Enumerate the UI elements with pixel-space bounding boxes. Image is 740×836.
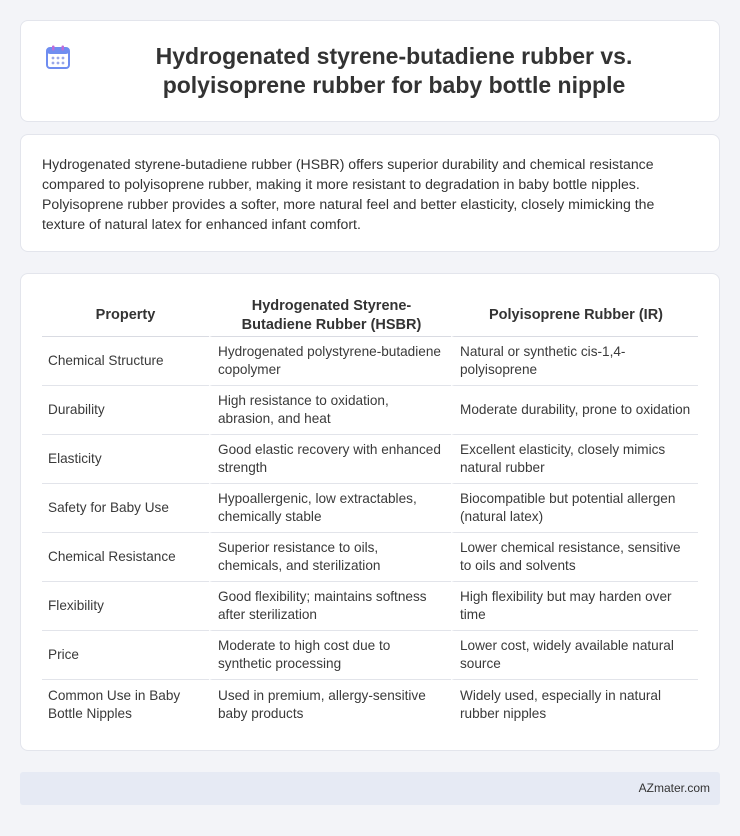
title-row bbox=[21, 21, 719, 121]
hsbr-cell: High resistance to oxidation, abrasion, and heat bbox=[209, 386, 451, 435]
hsbr-cell: Used in premium, allergy-sensitive baby products bbox=[209, 680, 451, 729]
property-cell: Chemical Resistance bbox=[42, 533, 209, 582]
property-cell: Elasticity bbox=[42, 435, 209, 484]
hsbr-cell: Good flexibility; maintains softness after sterilization bbox=[209, 582, 451, 631]
comparison-card bbox=[20, 273, 720, 751]
summary-card bbox=[20, 134, 720, 252]
ir-cell: Widely used, especially in natural rubber nipples bbox=[451, 680, 698, 729]
comparison-table bbox=[42, 295, 698, 729]
hsbr-cell: Superior resistance to oils, chemicals, and sterilization bbox=[209, 533, 451, 582]
hsbr-cell: Good elastic recovery with enhanced strength bbox=[209, 435, 451, 484]
header-ir: Polyisoprene Rubber (IR) bbox=[451, 295, 698, 337]
table-row bbox=[42, 582, 698, 631]
ir-cell: Lower chemical resistance, sensitive to oils and solvents bbox=[451, 533, 698, 582]
property-cell: Chemical Structure bbox=[42, 337, 209, 386]
hsbr-cell: Hydrogenated polystyrene-butadiene copolymer bbox=[209, 337, 451, 386]
table-row bbox=[42, 484, 698, 533]
property-cell: Price bbox=[42, 631, 209, 680]
property-cell: Flexibility bbox=[42, 582, 209, 631]
title-card bbox=[20, 20, 720, 122]
table-row bbox=[42, 435, 698, 484]
header-hsbr: Hydrogenated Styrene-Butadiene Rubber (HSBR) bbox=[209, 295, 451, 337]
summary-text: Hydrogenated styrene-butadiene rubber (HSBR) offers superior durability and chemical resistance compared to polyisoprene rubber, making it more resistant to degradation in baby bottle nipples. Polyisoprene rubber provides a softer, more natural feel and better elasticity, closely mimicking the texture of natural latex for enhanced infant comfort. bbox=[42, 156, 655, 232]
table-header-row bbox=[42, 295, 698, 337]
ir-cell: Natural or synthetic cis-1,4-polyisoprene bbox=[451, 337, 698, 386]
table-row bbox=[42, 337, 698, 386]
property-cell: Durability bbox=[42, 386, 209, 435]
calendar-icon bbox=[45, 44, 71, 70]
ir-cell: Lower cost, widely available natural source bbox=[451, 631, 698, 680]
table-row bbox=[42, 386, 698, 435]
footer-brand[interactable]: AZmater.com bbox=[638, 781, 710, 795]
ir-cell: Excellent elasticity, closely mimics natural rubber bbox=[451, 435, 698, 484]
property-cell: Common Use in Baby Bottle Nipples bbox=[48, 687, 181, 721]
ir-cell: Biocompatible but potential allergen (natural latex) bbox=[451, 484, 698, 533]
page-title: Hydrogenated styrene-butadiene rubber vs. polyisoprene rubber for baby bottle nipple bbox=[155, 43, 633, 98]
footer-bar bbox=[20, 772, 720, 805]
table-row bbox=[42, 680, 698, 729]
hsbr-cell: Moderate to high cost due to synthetic processing bbox=[209, 631, 451, 680]
table-row bbox=[42, 533, 698, 582]
ir-cell: High flexibility but may harden over time bbox=[451, 582, 698, 631]
ir-cell: Moderate durability, prone to oxidation bbox=[451, 386, 698, 435]
hsbr-cell: Hypoallergenic, low extractables, chemically stable bbox=[209, 484, 451, 533]
property-cell: Safety for Baby Use bbox=[42, 484, 209, 533]
table-row bbox=[42, 631, 698, 680]
header-property: Property bbox=[42, 295, 209, 337]
